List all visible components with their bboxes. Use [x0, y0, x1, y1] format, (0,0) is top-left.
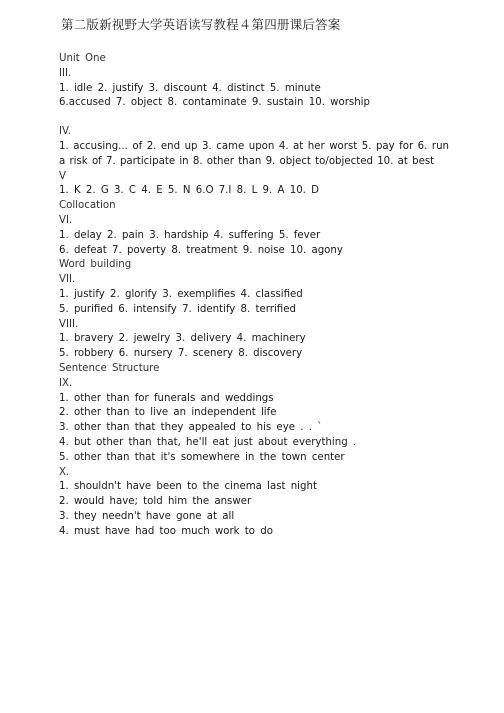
section-vi-line: 1. delay 2. pain 3. hardship 4. suffering 5. fever: [59, 229, 321, 241]
document-title: 第二版新视野大学英语读写教程４第四册课后答案: [61, 17, 341, 32]
section-x-line: 1. shouldn't have been to the cinema last night: [59, 481, 317, 493]
section-iii-line: 1. idle 2. justify 3. discount 4. distinct 5. minute: [59, 82, 321, 94]
spacer: [59, 111, 449, 125]
section-x-line: 3. they needn't have gone at all: [59, 510, 235, 522]
collocation-heading: Collocation: [59, 200, 116, 212]
section-iv-heading: IV.: [59, 126, 71, 138]
section-viii-heading: VIII.: [59, 318, 79, 330]
sentence-structure-heading: Sentence Structure: [59, 362, 160, 374]
section-vi-line: 6. defeat 7. poverty 8. treatment 9. noise 10. agony: [59, 244, 343, 256]
section-viii-line: 5. robbery 6. nursery 7. scenery 8. discovery: [59, 348, 303, 360]
section-vii-heading: VII.: [59, 274, 76, 286]
section-ix-line: 3. other than that they appealed to his eye . . `: [59, 422, 323, 434]
section-x-heading: X.: [59, 466, 70, 478]
section-iv-paragraph: 1. accusing... of 2. end up 3. came upon 4. at her worst 5. pay for 6. run a risk of 7. participate in 8. other than 9. object to/objected 10. at best: [59, 140, 449, 167]
section-vii-line: 1. justify 2. glorify 3. exemplifies 4. classified: [59, 288, 303, 300]
section-ix-line: 2. other than to live an independent life: [59, 407, 277, 419]
section-ix-line: 1. other than for funerals and weddings: [59, 392, 274, 404]
section-x-line: 2. would have; told him the answer: [59, 496, 252, 508]
section-ix-heading: IX.: [59, 377, 73, 389]
section-ix-line: 5. other than that it's somewhere in the town center: [59, 451, 345, 463]
section-x-line: 4. must have had too much work to do: [59, 525, 273, 537]
section-iii-line: 6.accused 7. object 8. contaminate 9. sustain 10. worship: [59, 97, 370, 109]
section-vi-heading: VI.: [59, 214, 73, 226]
section-vii-line: 5. purified 6. intensify 7. identify 8. terrified: [59, 303, 296, 315]
answer-content: [59, 52, 449, 540]
section-v-heading: V: [59, 170, 66, 182]
section-v-line: 1. K 2. G 3. C 4. E 5. N 6.O 7.I 8. L 9. A 10. D: [59, 185, 319, 197]
section-ix-line: 4. but other than that, he'll eat just about everything .: [59, 436, 357, 448]
section-viii-line: 1. bravery 2. jewelry 3. delivery 4. machinery: [59, 333, 306, 345]
word-building-heading: Word building: [59, 259, 132, 271]
section-iii-heading: III.: [59, 67, 72, 79]
unit-heading: Unit One: [59, 53, 106, 64]
